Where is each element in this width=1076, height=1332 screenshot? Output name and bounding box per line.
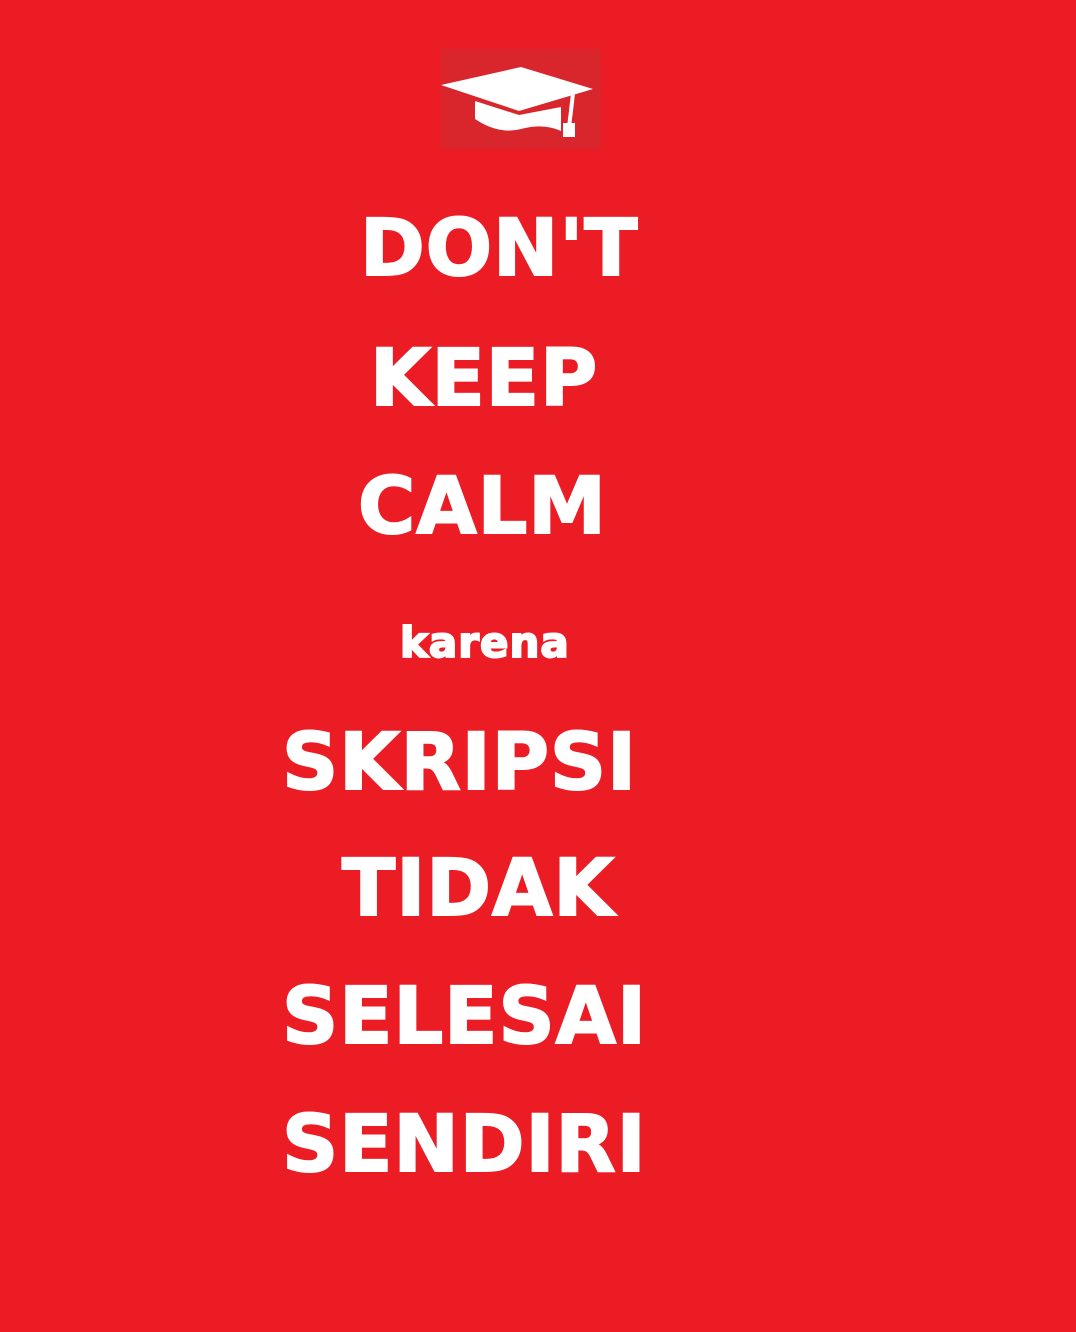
graduation-cap-icon <box>441 49 601 149</box>
graduation-cap-badge <box>441 49 601 149</box>
headline-dont: DON'T <box>360 204 639 294</box>
headline-selesai: SELESAI <box>282 972 648 1062</box>
headline-tidak: TIDAK <box>342 844 615 934</box>
subline-karena: karena <box>400 618 570 667</box>
headline-calm: CALM <box>358 462 607 552</box>
headline-keep: KEEP <box>370 334 599 424</box>
headline-skripsi: SKRIPSI <box>282 718 638 808</box>
headline-sendiri: SENDIRI <box>282 1100 647 1190</box>
